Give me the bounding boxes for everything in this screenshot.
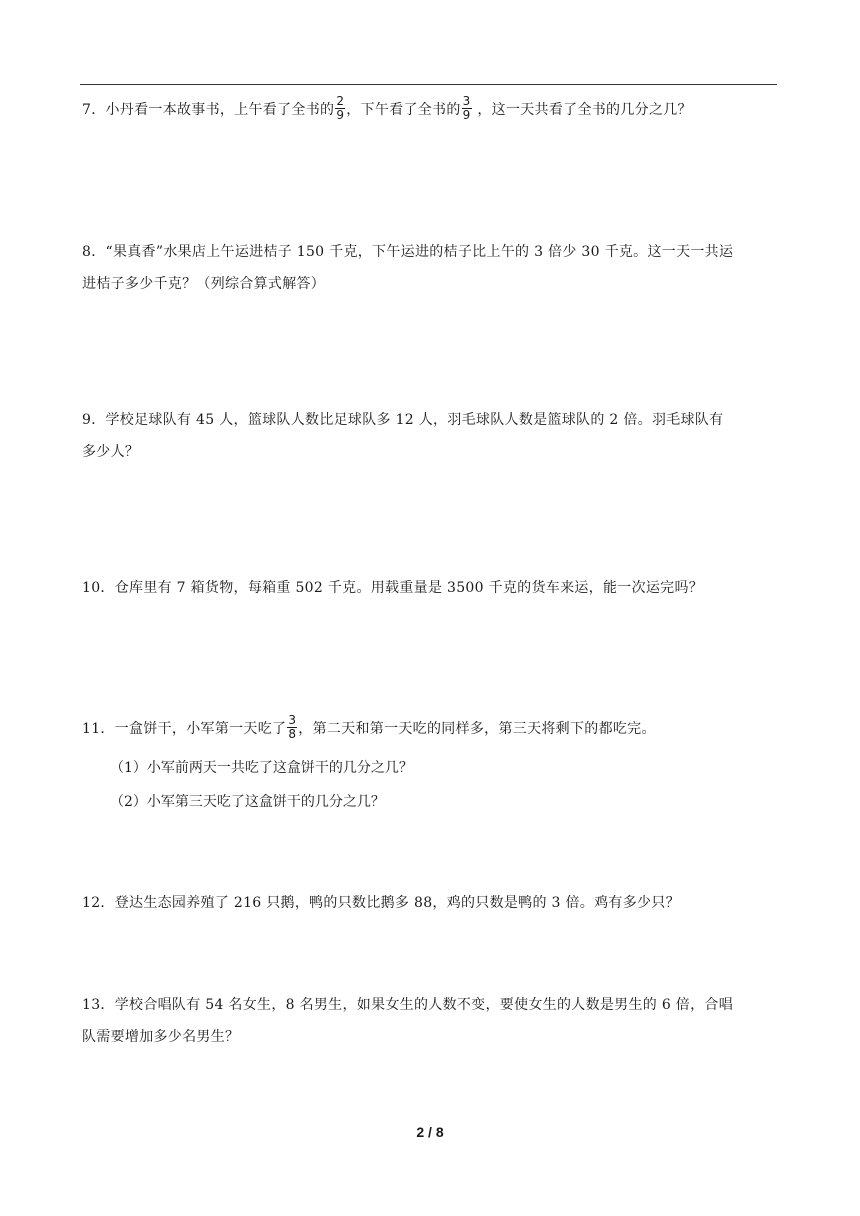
fraction-2-9	[335, 95, 345, 122]
question-7-text-a: 7．小丹看一本故事书，上午看了全书的	[82, 102, 335, 118]
question-10	[82, 572, 782, 604]
header-rule	[80, 84, 777, 85]
question-8-line-1: 8．“果真香”水果店上午运进桔子 150 千克，下午运进的桔子比上午的 3 倍少 30 千克。这一天一共运	[82, 244, 734, 260]
page-number: 2 / 8	[416, 1124, 444, 1140]
question-12	[82, 887, 782, 919]
fraction-3-9	[462, 95, 472, 122]
question-11-text-a: 11．一盒饼干，小军第一天吃了	[82, 721, 287, 737]
question-8	[82, 236, 782, 300]
question-7	[82, 94, 782, 126]
fraction-numerator: 3	[288, 712, 297, 727]
question-13-line-1: 13．学校合唱队有 54 名女生，8 名男生，如果女生的人数不变，要使女生的人数是男生的 6 倍，合唱	[82, 997, 733, 1013]
question-10-line-1: 10．仓库里有 7 箱货物，每箱重 502 千克。用载重量是 3500 千克的货车来运，能一次运完吗？	[82, 580, 704, 596]
fraction-numerator: 3	[462, 93, 471, 108]
question-8-line-2: 进桔子多少千克？（列综合算式解答）	[82, 276, 326, 292]
question-9-line-2: 多少人？	[82, 444, 140, 460]
question-11-text-b: ，第二天和第一天吃的同样多，第三天将剩下的都吃完。	[298, 721, 656, 737]
question-7-text-c: ，这一天共看了全书的几分之几？	[472, 102, 692, 118]
fraction-numerator: 2	[336, 93, 345, 108]
fraction-denominator: 8	[288, 726, 297, 741]
question-9-line-1: 9．学校足球队有 45 人，篮球队人数比足球队多 12 人，羽毛球队人数是篮球队的 2 倍。羽毛球队有	[82, 412, 724, 428]
question-13	[82, 989, 782, 1053]
question-11-sub-1: （1）小军前两天一共吃了这盒饼干的几分之几？	[110, 760, 413, 776]
fraction-denominator: 9	[336, 107, 345, 122]
fraction-denominator: 9	[462, 107, 471, 122]
question-12-line-1: 12．登达生态园养殖了 216 只鹅，鸭的只数比鹅多 88，鸡的只数是鸭的 3 倍。鸡有多少只？	[82, 895, 680, 911]
question-7-text-b: ，下午看了全书的	[346, 102, 461, 118]
question-9	[82, 404, 782, 468]
question-11	[82, 713, 782, 745]
fraction-3-8	[287, 714, 297, 741]
question-11-sub-2: （2）小军第三天吃了这盒饼干的几分之几？	[110, 794, 385, 810]
question-13-line-2: 队需要增加多少名男生？	[82, 1029, 240, 1045]
